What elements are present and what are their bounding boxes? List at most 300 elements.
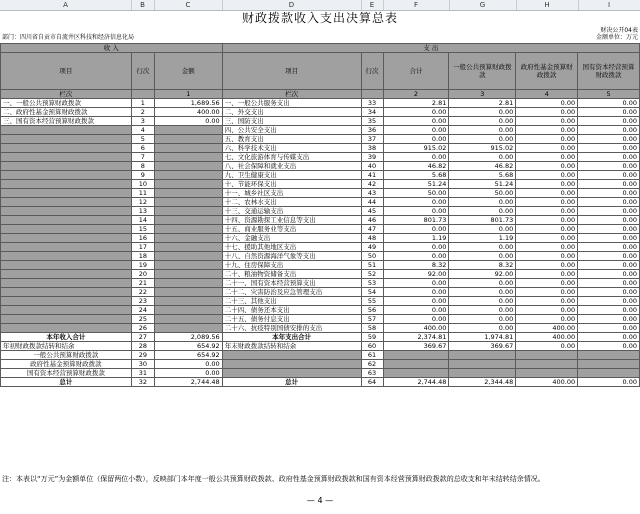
gov-fund-cell[interactable]: 0.00 bbox=[516, 99, 578, 108]
total-cell[interactable]: 0.00 bbox=[383, 279, 449, 288]
expense-lineno-cell[interactable]: 33 bbox=[361, 99, 383, 108]
expense-lineno-header[interactable]: 行次 bbox=[361, 53, 383, 90]
expense-lineno-cell[interactable]: 48 bbox=[361, 234, 383, 243]
income-lineno-cell[interactable]: 21 bbox=[131, 279, 154, 288]
income-item-cell[interactable] bbox=[1, 198, 132, 207]
expense-lineno-cell[interactable]: 42 bbox=[361, 180, 383, 189]
general-budget-cell[interactable]: 0.00 bbox=[449, 315, 516, 324]
state-capital-cell[interactable]: 0.00 bbox=[578, 99, 640, 108]
expense-item-cell[interactable]: 八、社会保障和就业支出 bbox=[222, 162, 361, 171]
general-budget-cell[interactable]: 0.00 bbox=[449, 225, 516, 234]
state-capital-cell[interactable]: 0.00 bbox=[578, 126, 640, 135]
income-lineno-cell[interactable]: 7 bbox=[131, 153, 154, 162]
carry-income-item[interactable]: 一般公共预算财政拨款 bbox=[1, 351, 132, 360]
expense-lineno-cell[interactable]: 35 bbox=[361, 117, 383, 126]
carry-income-lineno[interactable]: 29 bbox=[131, 351, 154, 360]
column-letter-i[interactable]: I bbox=[578, 0, 640, 10]
lanci-label-exp[interactable]: 栏次 bbox=[222, 90, 361, 99]
expense-item-cell[interactable]: 十九、住房保障支出 bbox=[222, 261, 361, 270]
gov-fund-cell[interactable]: 0.00 bbox=[516, 297, 578, 306]
income-amount-cell[interactable]: 400.00 bbox=[154, 108, 222, 117]
income-lineno-cell[interactable]: 6 bbox=[131, 144, 154, 153]
total-header[interactable]: 合计 bbox=[383, 53, 449, 90]
lanci-4[interactable]: 4 bbox=[516, 90, 578, 99]
general-budget-cell[interactable]: 0.00 bbox=[449, 117, 516, 126]
expense-item-cell[interactable]: 十八、自然资源海洋气象等支出 bbox=[222, 252, 361, 261]
column-letter-d[interactable]: D bbox=[222, 0, 362, 10]
carry-total[interactable] bbox=[383, 369, 449, 378]
state-capital-cell[interactable]: 0.00 bbox=[578, 225, 640, 234]
carry-general[interactable] bbox=[449, 351, 516, 360]
expense-lineno-cell[interactable]: 49 bbox=[361, 243, 383, 252]
carry-general[interactable]: 369.67 bbox=[449, 342, 516, 351]
gov-fund-cell[interactable]: 0.00 bbox=[516, 225, 578, 234]
income-item-cell[interactable] bbox=[1, 270, 132, 279]
income-item-cell[interactable] bbox=[1, 144, 132, 153]
income-amount-cell[interactable] bbox=[154, 315, 222, 324]
income-lineno-cell[interactable]: 3 bbox=[131, 117, 154, 126]
income-item-cell[interactable] bbox=[1, 162, 132, 171]
general-budget-cell[interactable]: 2.81 bbox=[449, 99, 516, 108]
expense-item-cell[interactable]: 十五、商业服务业等支出 bbox=[222, 225, 361, 234]
total-cell[interactable]: 92.00 bbox=[383, 270, 449, 279]
general-budget-cell[interactable]: 801.73 bbox=[449, 216, 516, 225]
income-lineno-cell[interactable]: 11 bbox=[131, 189, 154, 198]
income-lineno-cell[interactable]: 17 bbox=[131, 243, 154, 252]
lanci-3[interactable]: 3 bbox=[449, 90, 516, 99]
total-cell[interactable]: 0.00 bbox=[383, 207, 449, 216]
total-cell[interactable]: 8.32 bbox=[383, 261, 449, 270]
expense-header[interactable]: 支 出 bbox=[222, 44, 639, 53]
carry-income-item[interactable]: 政府性基金预算财政拨款 bbox=[1, 360, 132, 369]
carry-income-amount[interactable]: 0.00 bbox=[154, 360, 222, 369]
expense-item-cell[interactable]: 十六、金融支出 bbox=[222, 234, 361, 243]
general-budget-header[interactable]: 一般公共预算财政拨款 bbox=[449, 53, 516, 90]
state-capital-cell[interactable]: 0.00 bbox=[578, 180, 640, 189]
income-item-cell[interactable] bbox=[1, 216, 132, 225]
gov-fund-cell[interactable]: 0.00 bbox=[516, 108, 578, 117]
grand-total-fund[interactable]: 400.00 bbox=[516, 378, 578, 387]
state-capital-cell[interactable]: 0.00 bbox=[578, 261, 640, 270]
income-item-cell[interactable] bbox=[1, 315, 132, 324]
general-budget-cell[interactable]: 92.00 bbox=[449, 270, 516, 279]
income-amount-cell[interactable] bbox=[154, 135, 222, 144]
income-lineno-cell[interactable]: 1 bbox=[131, 99, 154, 108]
state-capital-cell[interactable]: 0.00 bbox=[578, 135, 640, 144]
grand-total-exp-label[interactable]: 总计 bbox=[222, 378, 361, 387]
expense-item-cell[interactable]: 七、文化旅游体育与传媒支出 bbox=[222, 153, 361, 162]
total-cell[interactable]: 801.73 bbox=[383, 216, 449, 225]
general-budget-cell[interactable]: 8.32 bbox=[449, 261, 516, 270]
state-capital-cell[interactable]: 0.00 bbox=[578, 324, 640, 333]
expense-item-cell[interactable]: 四、公共安全支出 bbox=[222, 126, 361, 135]
expense-item-cell[interactable]: 二十四、债务还本支出 bbox=[222, 306, 361, 315]
total-cell[interactable]: 0.00 bbox=[383, 135, 449, 144]
income-item-cell[interactable] bbox=[1, 252, 132, 261]
carry-income-lineno[interactable]: 30 bbox=[131, 360, 154, 369]
income-amount-cell[interactable] bbox=[154, 171, 222, 180]
expense-lineno-cell[interactable]: 55 bbox=[361, 297, 383, 306]
gov-fund-cell[interactable]: 0.00 bbox=[516, 198, 578, 207]
grand-total-cell[interactable]: 2,744.48 bbox=[383, 378, 449, 387]
expense-lineno-cell[interactable]: 47 bbox=[361, 225, 383, 234]
state-capital-cell[interactable]: 0.00 bbox=[578, 162, 640, 171]
income-amount-cell[interactable] bbox=[154, 288, 222, 297]
gov-fund-cell[interactable]: 0.00 bbox=[516, 234, 578, 243]
income-amount-cell[interactable] bbox=[154, 297, 222, 306]
total-cell[interactable]: 0.00 bbox=[383, 243, 449, 252]
carry-income-lineno[interactable]: 31 bbox=[131, 369, 154, 378]
income-item-cell[interactable] bbox=[1, 225, 132, 234]
carry-expense-lineno[interactable]: 62 bbox=[361, 360, 383, 369]
income-amount-cell[interactable] bbox=[154, 144, 222, 153]
income-item-cell[interactable]: 二、政府性基金预算财政拨款 bbox=[1, 108, 132, 117]
carry-total[interactable]: 369.67 bbox=[383, 342, 449, 351]
carry-expense-item[interactable]: 年末财政拨款结转和结余 bbox=[222, 342, 361, 351]
expense-item-cell[interactable]: 一、一般公共服务支出 bbox=[222, 99, 361, 108]
income-lineno-cell[interactable]: 10 bbox=[131, 180, 154, 189]
income-lineno-cell[interactable]: 16 bbox=[131, 234, 154, 243]
state-capital-cell[interactable]: 0.00 bbox=[578, 279, 640, 288]
expense-fund-cell[interactable]: 400.00 bbox=[516, 333, 578, 342]
income-item-cell[interactable] bbox=[1, 153, 132, 162]
column-letter-f[interactable]: F bbox=[383, 0, 450, 10]
gov-fund-cell[interactable]: 0.00 bbox=[516, 126, 578, 135]
expense-lineno-cell[interactable]: 54 bbox=[361, 288, 383, 297]
expense-item-cell[interactable]: 十四、资源勘探工业信息等支出 bbox=[222, 216, 361, 225]
gov-fund-cell[interactable]: 0.00 bbox=[516, 135, 578, 144]
income-lineno-cell[interactable]: 22 bbox=[131, 288, 154, 297]
carry-income-item[interactable]: 国有资本经营预算财政拨款 bbox=[1, 369, 132, 378]
lanci-2[interactable]: 2 bbox=[383, 90, 449, 99]
gov-fund-cell[interactable]: 0.00 bbox=[516, 207, 578, 216]
total-cell[interactable]: 0.00 bbox=[383, 297, 449, 306]
income-lineno-cell[interactable]: 25 bbox=[131, 315, 154, 324]
lanci-5[interactable]: 5 bbox=[578, 90, 640, 99]
income-amount-cell[interactable] bbox=[154, 189, 222, 198]
income-amount-header[interactable]: 金额 bbox=[154, 53, 222, 90]
income-amount-cell[interactable] bbox=[154, 270, 222, 279]
expense-lineno-cell[interactable]: 38 bbox=[361, 144, 383, 153]
gov-fund-cell[interactable]: 0.00 bbox=[516, 270, 578, 279]
income-amount-cell[interactable] bbox=[154, 216, 222, 225]
income-lineno-header[interactable]: 行次 bbox=[131, 53, 154, 90]
income-item-header[interactable]: 项目 bbox=[1, 53, 132, 90]
income-amount-cell[interactable] bbox=[154, 279, 222, 288]
expense-lineno-cell[interactable]: 39 bbox=[361, 153, 383, 162]
income-lineno-cell[interactable]: 19 bbox=[131, 261, 154, 270]
general-budget-cell[interactable]: 0.00 bbox=[449, 126, 516, 135]
expense-item-cell[interactable]: 二十五、债务付息支出 bbox=[222, 315, 361, 324]
income-item-cell[interactable] bbox=[1, 135, 132, 144]
income-lineno-cell[interactable]: 26 bbox=[131, 324, 154, 333]
general-budget-cell[interactable]: 5.68 bbox=[449, 171, 516, 180]
income-item-cell[interactable] bbox=[1, 261, 132, 270]
total-cell[interactable]: 915.02 bbox=[383, 144, 449, 153]
total-cell[interactable]: 400.00 bbox=[383, 324, 449, 333]
income-lineno-cell[interactable]: 8 bbox=[131, 162, 154, 171]
general-budget-cell[interactable]: 0.00 bbox=[449, 279, 516, 288]
income-amount-cell[interactable] bbox=[154, 162, 222, 171]
income-item-cell[interactable] bbox=[1, 306, 132, 315]
income-item-cell[interactable] bbox=[1, 279, 132, 288]
column-letter-e[interactable]: E bbox=[361, 0, 384, 10]
carry-expense-lineno[interactable]: 60 bbox=[361, 342, 383, 351]
income-amount-cell[interactable]: 0.00 bbox=[154, 117, 222, 126]
state-capital-cell[interactable]: 0.00 bbox=[578, 144, 640, 153]
expense-item-cell[interactable]: 十二、农林水支出 bbox=[222, 198, 361, 207]
total-cell[interactable]: 0.00 bbox=[383, 153, 449, 162]
income-amount-cell[interactable] bbox=[154, 261, 222, 270]
income-amount-cell[interactable] bbox=[154, 225, 222, 234]
carry-expense-item[interactable] bbox=[222, 360, 361, 369]
gov-fund-cell[interactable]: 0.00 bbox=[516, 288, 578, 297]
expense-lineno-cell[interactable]: 57 bbox=[361, 315, 383, 324]
expense-general-cell[interactable]: 1,974.81 bbox=[449, 333, 516, 342]
total-cell[interactable]: 0.00 bbox=[383, 315, 449, 324]
expense-lineno-cell[interactable]: 56 bbox=[361, 306, 383, 315]
expense-lineno-cell[interactable]: 53 bbox=[361, 279, 383, 288]
gov-fund-cell[interactable]: 0.00 bbox=[516, 180, 578, 189]
total-cell[interactable]: 0.00 bbox=[383, 108, 449, 117]
general-budget-cell[interactable]: 0.00 bbox=[449, 198, 516, 207]
expense-item-cell[interactable]: 六、科学技术支出 bbox=[222, 144, 361, 153]
expense-capital-cell[interactable]: 0.00 bbox=[578, 333, 640, 342]
carry-expense-lineno[interactable]: 61 bbox=[361, 351, 383, 360]
lanci-label[interactable]: 栏次 bbox=[1, 90, 132, 99]
income-lineno-cell[interactable]: 15 bbox=[131, 225, 154, 234]
total-cell[interactable]: 0.00 bbox=[383, 198, 449, 207]
gov-fund-cell[interactable]: 0.00 bbox=[516, 261, 578, 270]
total-cell[interactable]: 0.00 bbox=[383, 306, 449, 315]
gov-fund-cell[interactable]: 0.00 bbox=[516, 216, 578, 225]
grand-total-capital[interactable]: 0.00 bbox=[578, 378, 640, 387]
general-budget-cell[interactable]: 46.82 bbox=[449, 162, 516, 171]
income-item-cell[interactable] bbox=[1, 324, 132, 333]
expense-lineno-cell[interactable]: 41 bbox=[361, 171, 383, 180]
expense-lineno-cell[interactable]: 50 bbox=[361, 252, 383, 261]
total-cell[interactable]: 0.00 bbox=[383, 252, 449, 261]
carry-capital[interactable] bbox=[578, 360, 640, 369]
gov-fund-cell[interactable]: 0.00 bbox=[516, 279, 578, 288]
expense-lineno-cell[interactable]: 40 bbox=[361, 162, 383, 171]
income-item-cell[interactable] bbox=[1, 180, 132, 189]
state-capital-cell[interactable]: 0.00 bbox=[578, 243, 640, 252]
income-amount-cell[interactable] bbox=[154, 198, 222, 207]
expense-item-cell[interactable]: 二十一、国有资本经营预算支出 bbox=[222, 279, 361, 288]
gov-fund-cell[interactable]: 400.00 bbox=[516, 324, 578, 333]
general-budget-cell[interactable]: 0.00 bbox=[449, 108, 516, 117]
gov-fund-cell[interactable]: 0.00 bbox=[516, 117, 578, 126]
income-item-cell[interactable] bbox=[1, 207, 132, 216]
expense-item-cell[interactable]: 二十二、灾害防治及应急管理支出 bbox=[222, 288, 361, 297]
state-capital-cell[interactable]: 0.00 bbox=[578, 153, 640, 162]
state-capital-cell[interactable]: 0.00 bbox=[578, 216, 640, 225]
income-item-cell[interactable] bbox=[1, 243, 132, 252]
carry-capital[interactable]: 0.00 bbox=[578, 342, 640, 351]
general-budget-cell[interactable]: 915.02 bbox=[449, 144, 516, 153]
gov-fund-cell[interactable]: 0.00 bbox=[516, 162, 578, 171]
state-capital-cell[interactable]: 0.00 bbox=[578, 234, 640, 243]
general-budget-cell[interactable]: 0.00 bbox=[449, 297, 516, 306]
general-budget-cell[interactable]: 50.00 bbox=[449, 189, 516, 198]
total-cell[interactable]: 50.00 bbox=[383, 189, 449, 198]
gov-fund-cell[interactable]: 0.00 bbox=[516, 144, 578, 153]
column-letter-a[interactable]: A bbox=[0, 0, 132, 10]
total-cell[interactable]: 5.68 bbox=[383, 171, 449, 180]
carry-fund[interactable] bbox=[516, 351, 578, 360]
expense-item-cell[interactable]: 三、国防支出 bbox=[222, 117, 361, 126]
total-cell[interactable]: 51.24 bbox=[383, 180, 449, 189]
expense-item-cell[interactable]: 二十三、其他支出 bbox=[222, 297, 361, 306]
expense-lineno-cell[interactable]: 58 bbox=[361, 324, 383, 333]
carry-general[interactable] bbox=[449, 369, 516, 378]
gov-fund-cell[interactable]: 0.00 bbox=[516, 243, 578, 252]
carry-capital[interactable] bbox=[578, 369, 640, 378]
expense-item-cell[interactable]: 十、节能环保支出 bbox=[222, 180, 361, 189]
income-lineno-cell[interactable]: 18 bbox=[131, 252, 154, 261]
gov-fund-cell[interactable]: 0.00 bbox=[516, 252, 578, 261]
carry-expense-lineno[interactable]: 63 bbox=[361, 369, 383, 378]
general-budget-cell[interactable]: 0.00 bbox=[449, 252, 516, 261]
expense-total-label[interactable]: 本年支出合计 bbox=[222, 333, 361, 342]
carry-expense-item[interactable] bbox=[222, 369, 361, 378]
total-cell[interactable]: 46.82 bbox=[383, 162, 449, 171]
income-lineno-cell[interactable]: 4 bbox=[131, 126, 154, 135]
expense-item-header[interactable]: 项目 bbox=[222, 53, 361, 90]
income-lineno-cell[interactable]: 13 bbox=[131, 207, 154, 216]
column-letter-h[interactable]: H bbox=[516, 0, 579, 10]
expense-item-cell[interactable]: 二十、粮油物资储备支出 bbox=[222, 270, 361, 279]
carry-fund[interactable] bbox=[516, 369, 578, 378]
expense-lineno-cell[interactable]: 52 bbox=[361, 270, 383, 279]
total-cell[interactable]: 0.00 bbox=[383, 126, 449, 135]
income-item-cell[interactable] bbox=[1, 189, 132, 198]
expense-lineno-cell[interactable]: 43 bbox=[361, 189, 383, 198]
carry-income-amount[interactable]: 654.92 bbox=[154, 351, 222, 360]
general-budget-cell[interactable]: 0.00 bbox=[449, 324, 516, 333]
column-letter-g[interactable]: G bbox=[449, 0, 517, 10]
state-capital-cell[interactable]: 0.00 bbox=[578, 315, 640, 324]
expense-lineno-cell[interactable]: 51 bbox=[361, 261, 383, 270]
lanci-1[interactable]: 1 bbox=[154, 90, 222, 99]
income-lineno-cell[interactable]: 23 bbox=[131, 297, 154, 306]
income-amount-cell[interactable] bbox=[154, 207, 222, 216]
expense-total-cell[interactable]: 2,374.81 bbox=[383, 333, 449, 342]
state-capital-cell[interactable]: 0.00 bbox=[578, 189, 640, 198]
income-amount-cell[interactable] bbox=[154, 234, 222, 243]
general-budget-cell[interactable]: 0.00 bbox=[449, 135, 516, 144]
income-amount-cell[interactable] bbox=[154, 324, 222, 333]
expense-lineno-cell[interactable]: 44 bbox=[361, 198, 383, 207]
income-total-label[interactable]: 本年收入合计 bbox=[1, 333, 132, 342]
state-capital-header[interactable]: 国有资本经营预算财政拨款 bbox=[578, 53, 640, 90]
income-amount-cell[interactable] bbox=[154, 306, 222, 315]
state-capital-cell[interactable]: 0.00 bbox=[578, 207, 640, 216]
general-budget-cell[interactable]: 1.19 bbox=[449, 234, 516, 243]
income-amount-cell[interactable] bbox=[154, 243, 222, 252]
income-amount-cell[interactable]: 1,689.56 bbox=[154, 99, 222, 108]
carry-income-amount[interactable]: 654.92 bbox=[154, 342, 222, 351]
income-lineno-cell[interactable]: 24 bbox=[131, 306, 154, 315]
state-capital-cell[interactable]: 0.00 bbox=[578, 171, 640, 180]
carry-general[interactable] bbox=[449, 360, 516, 369]
income-lineno-cell[interactable]: 5 bbox=[131, 135, 154, 144]
general-budget-cell[interactable]: 51.24 bbox=[449, 180, 516, 189]
general-budget-cell[interactable]: 0.00 bbox=[449, 243, 516, 252]
column-letter-b[interactable]: B bbox=[131, 0, 155, 10]
general-budget-cell[interactable]: 0.00 bbox=[449, 306, 516, 315]
carry-capital[interactable] bbox=[578, 351, 640, 360]
expense-item-cell[interactable]: 九、卫生健康支出 bbox=[222, 171, 361, 180]
income-item-cell[interactable] bbox=[1, 234, 132, 243]
expense-lineno-cell[interactable]: 34 bbox=[361, 108, 383, 117]
state-capital-cell[interactable]: 0.00 bbox=[578, 108, 640, 117]
state-capital-cell[interactable]: 0.00 bbox=[578, 198, 640, 207]
total-cell[interactable]: 1.19 bbox=[383, 234, 449, 243]
carry-fund[interactable] bbox=[516, 360, 578, 369]
total-cell[interactable]: 0.00 bbox=[383, 225, 449, 234]
carry-fund[interactable]: 0.00 bbox=[516, 342, 578, 351]
state-capital-cell[interactable]: 0.00 bbox=[578, 252, 640, 261]
income-item-cell[interactable] bbox=[1, 126, 132, 135]
income-lineno-cell[interactable]: 2 bbox=[131, 108, 154, 117]
carry-income-lineno[interactable]: 28 bbox=[131, 342, 154, 351]
general-budget-cell[interactable]: 0.00 bbox=[449, 153, 516, 162]
gov-fund-cell[interactable]: 0.00 bbox=[516, 306, 578, 315]
income-lineno-cell[interactable]: 14 bbox=[131, 216, 154, 225]
expense-item-cell[interactable]: 二、外交支出 bbox=[222, 108, 361, 117]
general-budget-cell[interactable]: 0.00 bbox=[449, 288, 516, 297]
gov-fund-cell[interactable]: 0.00 bbox=[516, 171, 578, 180]
state-capital-cell[interactable]: 0.00 bbox=[578, 306, 640, 315]
expense-item-cell[interactable]: 五、教育支出 bbox=[222, 135, 361, 144]
carry-total[interactable] bbox=[383, 351, 449, 360]
state-capital-cell[interactable]: 0.00 bbox=[578, 297, 640, 306]
total-cell[interactable]: 0.00 bbox=[383, 117, 449, 126]
income-amount-cell[interactable] bbox=[154, 180, 222, 189]
expense-total-lineno[interactable]: 59 bbox=[361, 333, 383, 342]
expense-item-cell[interactable]: 十七、援助其他地区支出 bbox=[222, 243, 361, 252]
income-amount-cell[interactable] bbox=[154, 126, 222, 135]
income-item-cell[interactable] bbox=[1, 171, 132, 180]
income-item-cell[interactable] bbox=[1, 288, 132, 297]
carry-total[interactable] bbox=[383, 360, 449, 369]
gov-fund-header[interactable]: 政府性基金预算财政拨款 bbox=[516, 53, 578, 90]
income-amount-cell[interactable] bbox=[154, 153, 222, 162]
gov-fund-cell[interactable]: 0.00 bbox=[516, 315, 578, 324]
income-total-amount[interactable]: 2,089.56 bbox=[154, 333, 222, 342]
income-amount-cell[interactable] bbox=[154, 252, 222, 261]
carry-income-item[interactable]: 年初财政拨款结转和结余 bbox=[1, 342, 132, 351]
expense-lineno-cell[interactable]: 37 bbox=[361, 135, 383, 144]
expense-lineno-cell[interactable]: 45 bbox=[361, 207, 383, 216]
income-item-cell[interactable] bbox=[1, 297, 132, 306]
grand-total-general[interactable]: 2,344.48 bbox=[449, 378, 516, 387]
expense-lineno-cell[interactable]: 46 bbox=[361, 216, 383, 225]
total-cell[interactable]: 2.81 bbox=[383, 99, 449, 108]
gov-fund-cell[interactable]: 0.00 bbox=[516, 153, 578, 162]
carry-income-amount[interactable]: 0.00 bbox=[154, 369, 222, 378]
state-capital-cell[interactable]: 0.00 bbox=[578, 117, 640, 126]
expense-item-cell[interactable]: 二十六、抗疫特别国债安排的支出 bbox=[222, 324, 361, 333]
income-total-lineno[interactable]: 27 bbox=[131, 333, 154, 342]
expense-item-cell[interactable]: 十三、交通运输支出 bbox=[222, 207, 361, 216]
income-lineno-cell[interactable]: 9 bbox=[131, 171, 154, 180]
grand-total-lineno[interactable]: 32 bbox=[131, 378, 154, 387]
expense-item-cell[interactable]: 十一、城乡社区支出 bbox=[222, 189, 361, 198]
state-capital-cell[interactable]: 0.00 bbox=[578, 270, 640, 279]
